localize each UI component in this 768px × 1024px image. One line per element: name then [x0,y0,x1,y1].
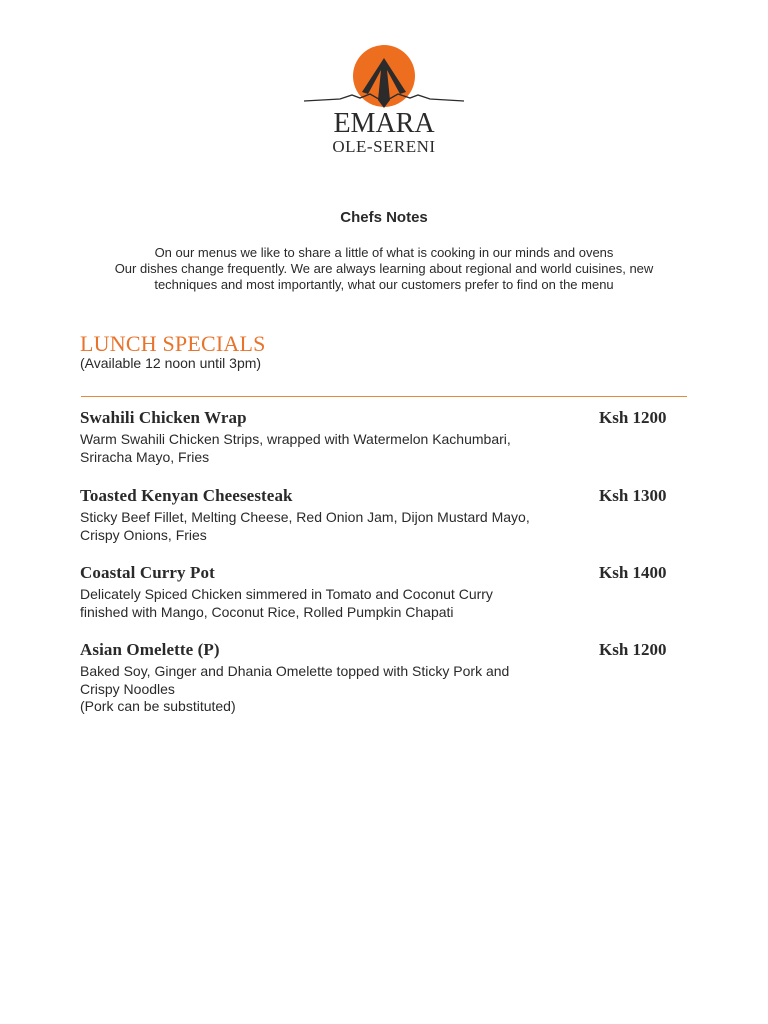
menu-item-description-line: finished with Mango, Coconut Rice, Rolled Pumpkin Chapati [80,603,454,620]
logo-brand-name: EMARA [333,108,435,139]
chefs-notes-line: On our menus we like to share a little of what is cooking in our minds and ovens [154,245,614,260]
menu-item-price: Ksh 1300 [599,486,667,505]
menu-item-description-line: Crispy Noodles [80,680,175,697]
menu-item [80,408,680,466]
logo-sub-name: OLE-SERENI [332,137,436,156]
menu-item-name: Toasted Kenyan Cheesesteak [80,486,293,505]
emara-ole-sereni-logo [300,40,468,162]
chefs-notes-line: Our dishes change frequently. We are always learning about regional and world cuisines, new [114,261,654,276]
menu-item-description-line: Crispy Onions, Fries [80,526,207,543]
menu-item-description-line: (Pork can be substituted) [80,698,236,714]
menu-item-description [80,431,550,466]
chefs-notes-title: Chefs Notes [340,209,428,226]
menu-item-description-line: Baked Soy, Ginger and Dhania Omelette topped with Sticky Pork and [80,663,510,679]
chefs-notes-line: techniques and most importantly, what our customers prefer to find on the menu [154,277,614,292]
menu-item-description-line: Warm Swahili Chicken Strips, wrapped with Watermelon Kachumbari, [80,431,511,447]
menu-item-description [80,586,550,621]
menu-item [80,563,680,621]
chefs-notes [0,208,768,293]
menu-item-name: Swahili Chicken Wrap [80,408,247,427]
menu-item-description [80,509,550,544]
menu-item-name: Asian Omelette (P) [80,640,220,659]
menu-item-description-line: Sriracha Mayo, Fries [80,448,210,465]
menu-item [80,486,680,544]
menu-item-price: Ksh 1400 [599,563,667,582]
logo-graphic [300,40,468,162]
menu-item-description-line: Delicately Spiced Chicken simmered in Tomato and Coconut Curry [80,586,493,602]
menu-item [80,640,680,716]
menu-item-price: Ksh 1200 [599,408,667,427]
section-divider [81,396,687,397]
menu-item-description [80,663,550,716]
menu-item-price: Ksh 1200 [599,640,667,659]
menu-item-name: Coastal Curry Pot [80,563,215,582]
section-title: LUNCH SPECIALS [80,331,266,356]
menu-item-description-line: Sticky Beef Fillet, Melting Cheese, Red Onion Jam, Dijon Mustard Mayo, [80,509,530,525]
section-subtitle: (Available 12 noon until 3pm) [80,355,262,371]
